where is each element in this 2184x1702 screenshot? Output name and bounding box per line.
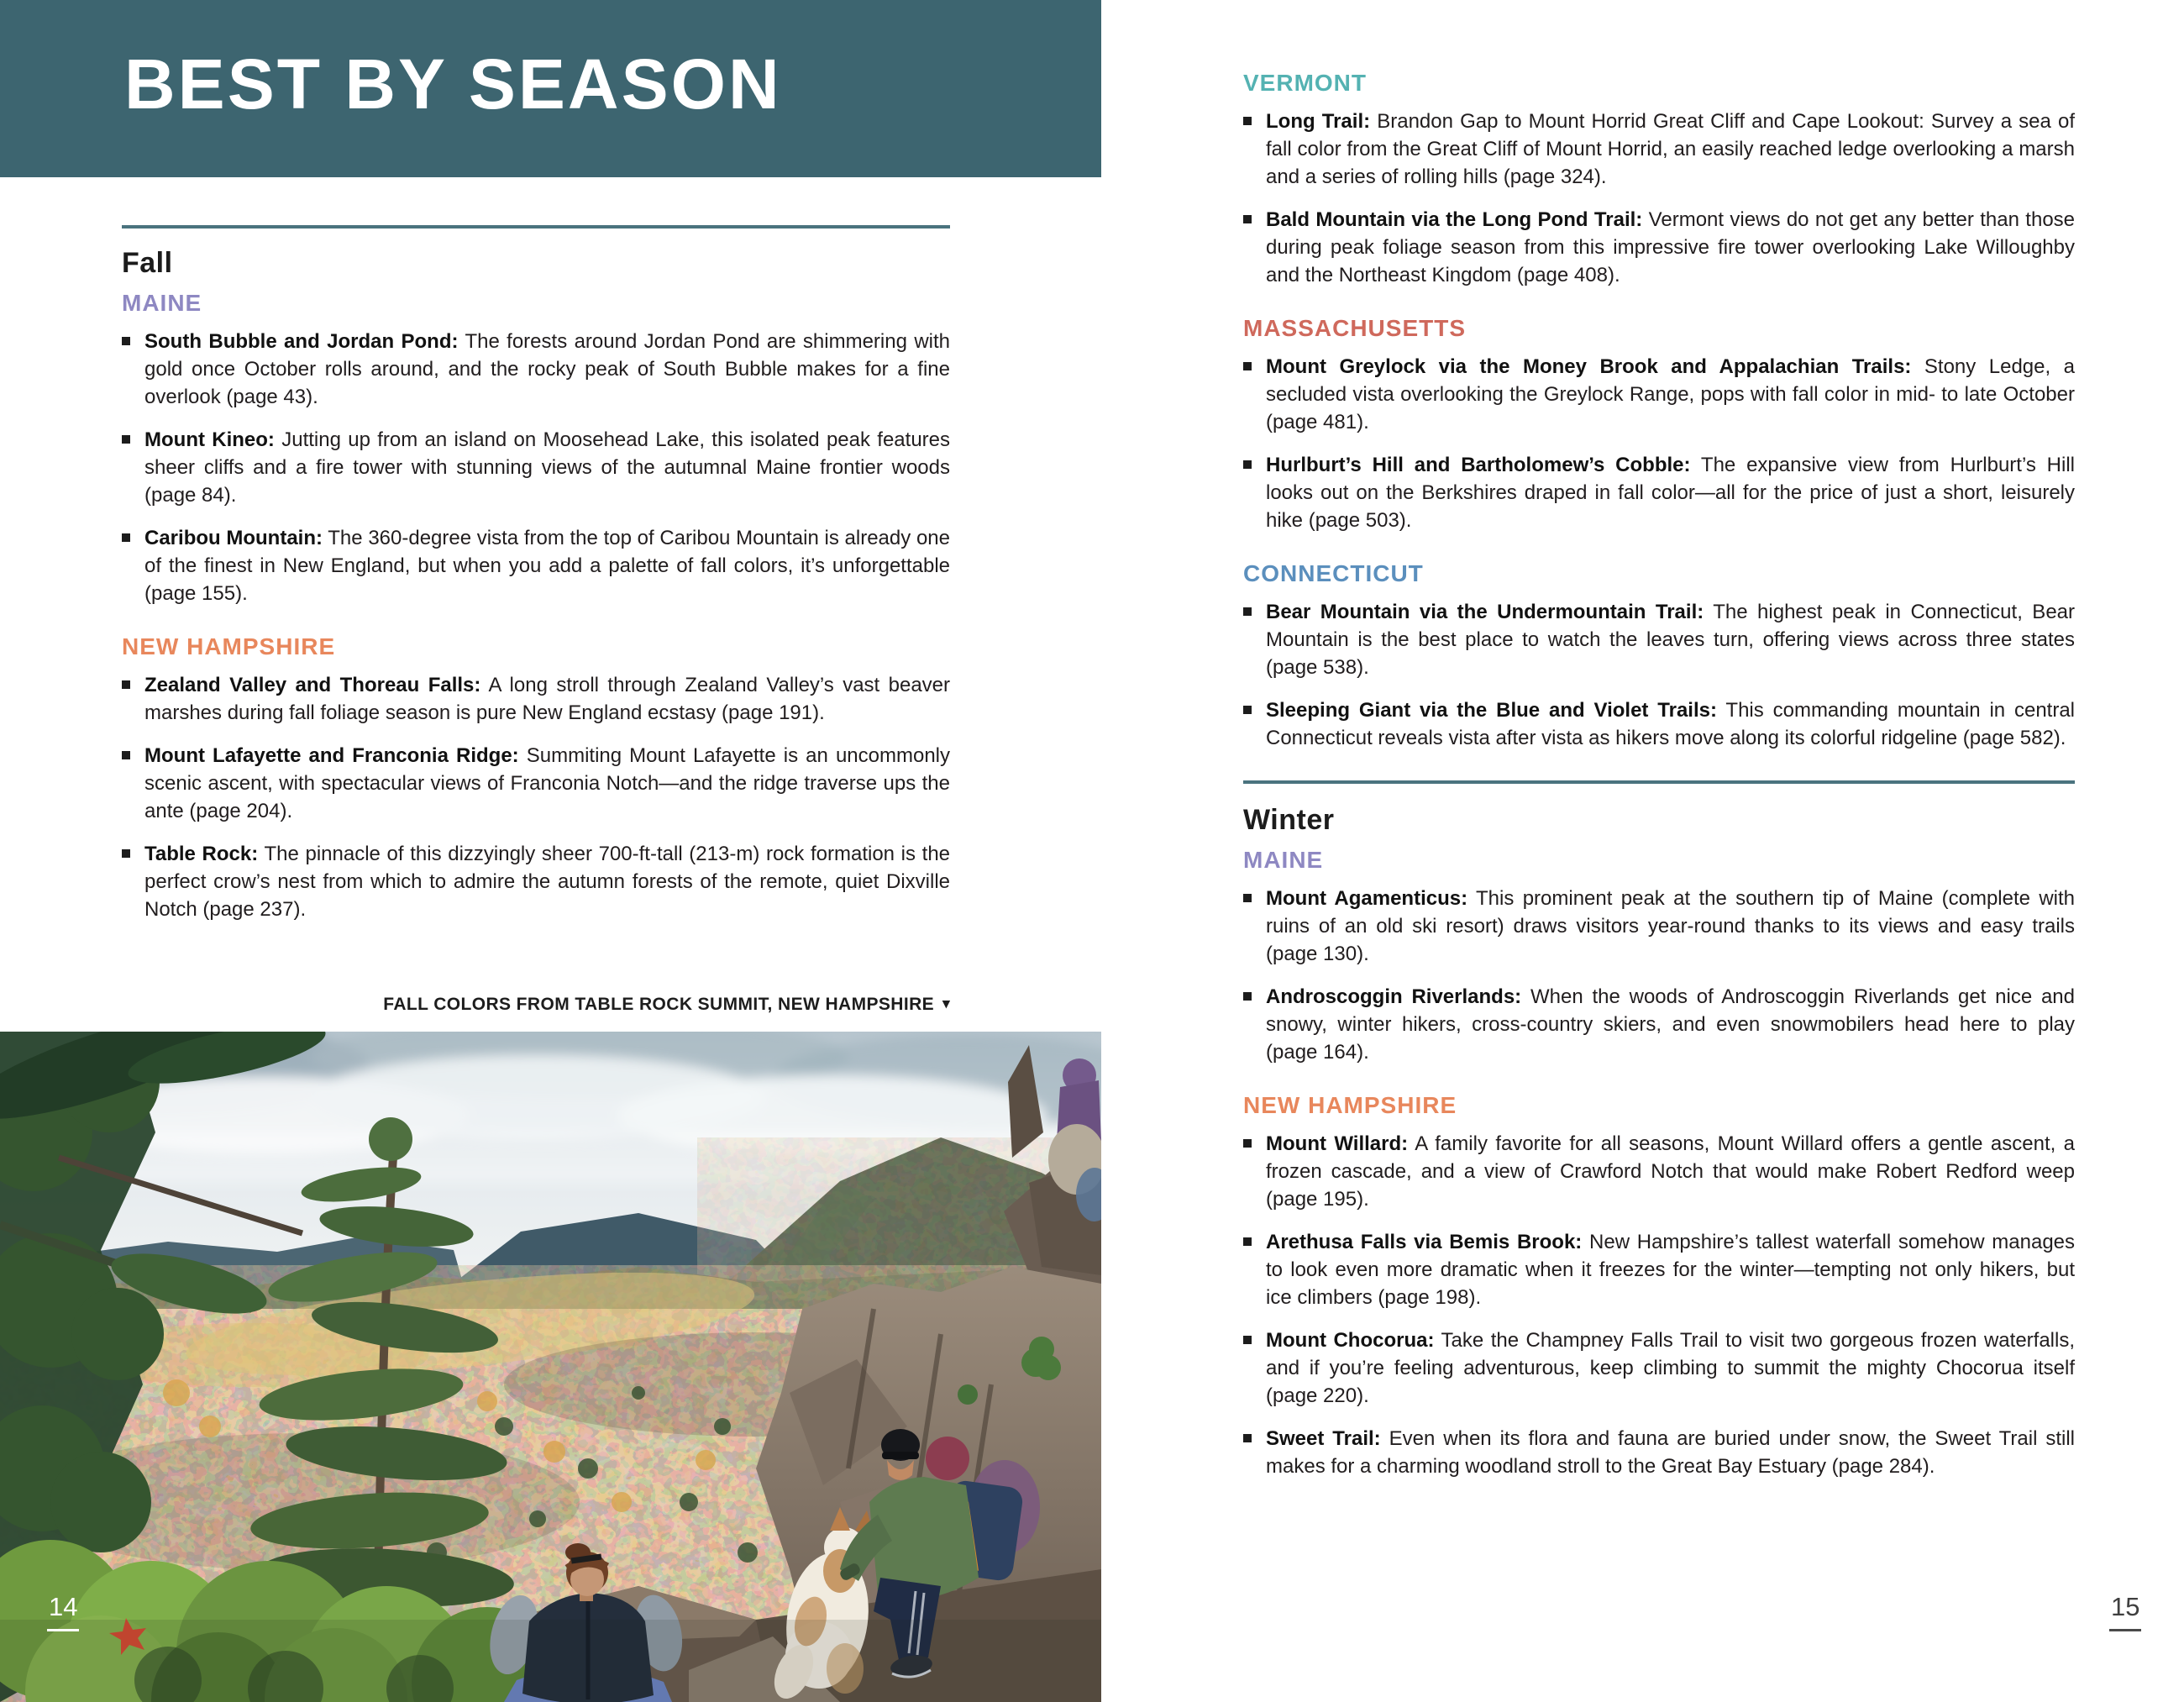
trail-description: The expansive view from Hurlburt’s Hill looks out on the Berkshires draped in fall color—all for the price of just a short, leisurely hike (page 503).: [1266, 454, 2076, 532]
state-heading-vermont: VERMONT: [1243, 70, 1367, 96]
trail-description: Stony Ledge, a secluded vista overlooking the Greylock Range, pops with fall color in mid- to late October (page 481).: [1266, 355, 2075, 433]
trail-description: Take the Champney Falls Trail to visit two gorgeous frozen waterfalls, and if you’re feeling adventurous, keep climbing to summit the mighty Chocorua itself (page 220).: [1266, 1329, 2076, 1407]
square-bullet-icon: [1243, 108, 1266, 191]
trail-name: Mount Willard:: [1266, 1132, 1409, 1155]
section-title: BEST BY SEASON: [124, 45, 782, 123]
state-heading-new-hampshire-winter: NEW HAMPSHIRE: [1243, 1092, 1457, 1118]
trail-name: Long Trail:: [1266, 110, 1371, 133]
trail-item: [122, 671, 950, 727]
trail-entry: [1266, 206, 2075, 289]
trail-item: [1243, 1425, 2075, 1480]
trail-description: The pinnacle of this dizzyingly sheer 700-ft-tall (213-m) rock formation is the perfect crow’s nest from which to admire the autumn forests of the remote, quiet Dixville Notch (page 237).: [144, 843, 951, 921]
trail-name: Mount Lafayette and Franconia Ridge:: [144, 744, 519, 767]
trail-item: [1243, 451, 2075, 534]
square-bullet-icon: [1243, 598, 1266, 681]
square-bullet-icon: [1243, 353, 1266, 436]
square-bullet-icon: [122, 742, 144, 825]
trail-description: The highest peak in Connecticut, Bear Mountain is the best place to watch the leaves turn, offering views across three states (page 538).: [1266, 601, 2076, 679]
trail-description: The forests around Jordan Pond are shimmering with gold once October rolls around, and the rocky peak of South Bubble makes for a fine overlook (page 43).: [144, 330, 951, 408]
trail-name: Mount Greylock via the Money Brook and Appalachian Trails:: [1266, 355, 1912, 378]
square-bullet-icon: [1243, 1130, 1266, 1213]
trail-entry: [1266, 696, 2075, 752]
summit-photo-art: [0, 1032, 1101, 1702]
trail-description: When the woods of Androscoggin Riverlands get nice and snowy, winter hikers, cross-country skiers, and even snowmobilers head here to play (page 164).: [1266, 985, 2076, 1064]
trail-name: Sweet Trail:: [1266, 1427, 1381, 1450]
state-heading-connecticut: CONNECTICUT: [1243, 560, 1424, 586]
square-bullet-icon: [1243, 1326, 1266, 1410]
trail-entry: [1266, 1130, 2075, 1213]
trail-name: Table Rock:: [144, 843, 259, 865]
trail-name: Zealand Valley and Thoreau Falls:: [144, 674, 481, 696]
trail-name: Sleeping Giant via the Blue and Violet Trails:: [1266, 699, 1717, 722]
trail-name: Mount Agamenticus:: [1266, 887, 1468, 910]
trail-item: [1243, 885, 2075, 968]
trail-item: [1243, 1228, 2075, 1311]
trail-entry: [1266, 108, 2075, 191]
trail-item: [1243, 696, 2075, 752]
trail-entry: [1266, 451, 2075, 534]
trail-description: This prominent peak at the southern tip of Maine (complete with ruins of an old ski resort) draws visitors year-round thanks to its views and easy trails (page 130).: [1266, 887, 2076, 965]
trail-item: [122, 524, 950, 607]
trail-entry: [1266, 353, 2075, 436]
trail-item: [1243, 598, 2075, 681]
divider-rule: [1243, 780, 2075, 784]
trail-name: Bear Mountain via the Undermountain Trail:: [1266, 601, 1704, 623]
trail-entry: [144, 328, 950, 411]
square-bullet-icon: [1243, 696, 1266, 752]
state-heading-maine-winter: MAINE: [1243, 847, 1324, 873]
trail-item: [1243, 1130, 2075, 1213]
page-number-right: 15: [2109, 1593, 2141, 1631]
left-page-column: [122, 225, 950, 938]
trail-entry: [1266, 1425, 2075, 1480]
square-bullet-icon: [1243, 451, 1266, 534]
trail-item: [122, 840, 950, 923]
summit-photo: [0, 1032, 1101, 1702]
trail-name: Hurlburt’s Hill and Bartholomew’s Cobble:: [1266, 454, 1691, 476]
divider-rule: [122, 225, 950, 229]
season-heading-fall: Fall: [122, 247, 173, 279]
right-page-column: [1243, 69, 2075, 1495]
trail-name: South Bubble and Jordan Pond:: [144, 330, 459, 353]
trail-entry: [144, 840, 950, 923]
trail-description: Summiting Mount Lafayette is an uncommonly scenic ascent, with spectacular views of Franconia Notch—and the ridge traverse ups the ante (page 204).: [144, 744, 950, 822]
photo-vignette: [0, 1620, 1101, 1702]
trail-name: Caribou Mountain:: [144, 527, 323, 549]
trail-item: [122, 328, 950, 411]
trail-name: Mount Kineo:: [144, 428, 275, 451]
trail-description: The 360-degree vista from the top of Caribou Mountain is already one of the finest in New England, but when you add a palette of fall colors, it’s unforgettable (page 155).: [144, 527, 950, 605]
trail-description: New Hampshire’s tallest waterfall somehow manages to look even more dramatic when it freezes for the winter—tempting not only hikers, but ice climbers (page 198).: [1266, 1231, 2076, 1309]
trail-item: [1243, 1326, 2075, 1410]
square-bullet-icon: [1243, 983, 1266, 1066]
trail-name: Arethusa Falls via Bemis Brook:: [1266, 1231, 1583, 1253]
trail-entry: [1266, 598, 2075, 681]
trail-entry: [1266, 1326, 2075, 1410]
square-bullet-icon: [1243, 1228, 1266, 1311]
trail-item: [1243, 983, 2075, 1066]
season-heading-winter: Winter: [1243, 804, 1335, 836]
trail-entry: [144, 742, 950, 825]
trail-description: A long stroll through Zealand Valley’s vast beaver marshes during fall foliage season is pure New England ecstasy (page 191).: [144, 674, 951, 724]
state-heading-new-hampshire-fall: NEW HAMPSHIRE: [122, 633, 336, 659]
trail-description: Vermont views do not get any better than those during peak foliage season from this impressive fire tower overlooking Lake Willoughby and the Northeast Kingdom (page 408).: [1266, 208, 2076, 286]
trail-item: [1243, 353, 2075, 436]
photo-caption-text: FALL COLORS FROM TABLE ROCK SUMMIT, NEW HAMPSHIRE: [383, 995, 935, 1014]
square-bullet-icon: [122, 426, 144, 509]
page-banner: [0, 0, 1101, 177]
trail-name: Bald Mountain via the Long Pond Trail:: [1266, 208, 1643, 231]
square-bullet-icon: [122, 328, 144, 411]
trail-entry: [144, 426, 950, 509]
square-bullet-icon: [122, 524, 144, 607]
trail-item: [122, 742, 950, 825]
trail-item: [1243, 206, 2075, 289]
trail-description: A family favorite for all seasons, Mount Willard offers a gentle ascent, a frozen cascade, and a view of Crawford Notch that would make Robert Redford weep (page 195).: [1266, 1132, 2076, 1211]
trail-entry: [1266, 983, 2075, 1066]
square-bullet-icon: [122, 840, 144, 923]
trail-description: Jutting up from an island on Moosehead Lake, this isolated peak features sheer cliffs and a fire tower with stunning views of the autumnal Maine frontier woods (page 84).: [144, 428, 951, 507]
state-heading-maine-fall: MAINE: [122, 290, 202, 316]
trail-entry: [144, 671, 950, 727]
trail-entry: [144, 524, 950, 607]
photo-caption: [122, 995, 950, 1015]
trail-entry: [1266, 1228, 2075, 1311]
trail-item: [122, 426, 950, 509]
trail-name: Androscoggin Riverlands:: [1266, 985, 1522, 1008]
trail-item: [1243, 108, 2075, 191]
page-number-left: 14: [47, 1593, 79, 1631]
trail-description: This commanding mountain in central Connecticut reveals vista after vista as hikers move along its colorful ridgeline (page 582).: [1266, 699, 2076, 749]
square-bullet-icon: [122, 671, 144, 727]
trail-name: Mount Chocorua:: [1266, 1329, 1435, 1352]
square-bullet-icon: [1243, 1425, 1266, 1480]
square-bullet-icon: [1243, 885, 1266, 968]
trail-entry: [1266, 885, 2075, 968]
trail-description: Even when its flora and fauna are buried under snow, the Sweet Trail still makes for a charming woodland stroll to the Great Bay Estuary (page 284).: [1266, 1427, 2076, 1478]
state-heading-massachusetts: MASSACHUSETTS: [1243, 315, 1467, 341]
caption-down-arrow-icon: ▾: [942, 995, 950, 1011]
trail-description: Brandon Gap to Mount Horrid Great Cliff and Cape Lookout: Survey a sea of fall color from the Great Cliff of Mount Horrid, an easily reached ledge overlooking a marsh and a series of rolling hills (page 324).: [1266, 110, 2076, 188]
square-bullet-icon: [1243, 206, 1266, 289]
